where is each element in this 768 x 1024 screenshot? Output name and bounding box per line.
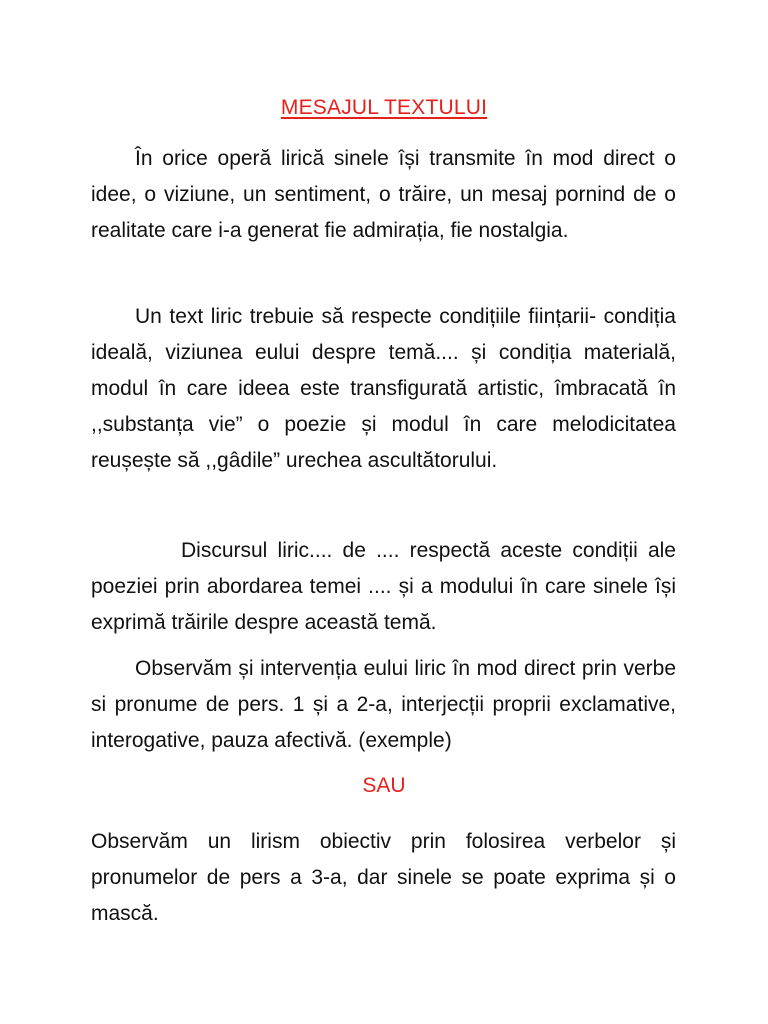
document-title: MESAJUL TEXTULUI [280, 96, 488, 119]
paragraph-2: Un text liric trebuie să respecte condițiile ființarii- condiția ideală, viziunea eului despre temă.... și condiția materială, modul în care ideea este transfigurată artistic, îmbracată în ,,substanța vie” o poezie și modul în care melodicitatea reușește să ,,gâdile” urechea ascultătorului. [91, 305, 676, 472]
paragraph-1: În orice operă lirică sinele își transmite în mod direct o idee, o viziune, un sentiment, o trăire, un mesaj pornind de o realitate care i-a generat fie admirația, fie nostalgia. [91, 147, 676, 242]
separator-sau: SAU [362, 774, 406, 797]
paragraph-4: Observăm și intervenția eului liric în mod direct prin verbe si pronume de pers. 1 și a 2-a, interjecții proprii exclamative, interogative, pauza afectivă. (exemple) [91, 657, 676, 752]
paragraph-3: Discursul liric.... de .... respectă aceste condiții ale poeziei prin abordarea temei .... și a modului în care sinele își exprimă trăirile despre această temă. [91, 539, 676, 634]
closing-paragraph: Observăm un lirism obiectiv prin folosirea verbelor și pronumelor de pers a 3-a, dar sinele se poate exprima și o mască. [91, 830, 676, 925]
